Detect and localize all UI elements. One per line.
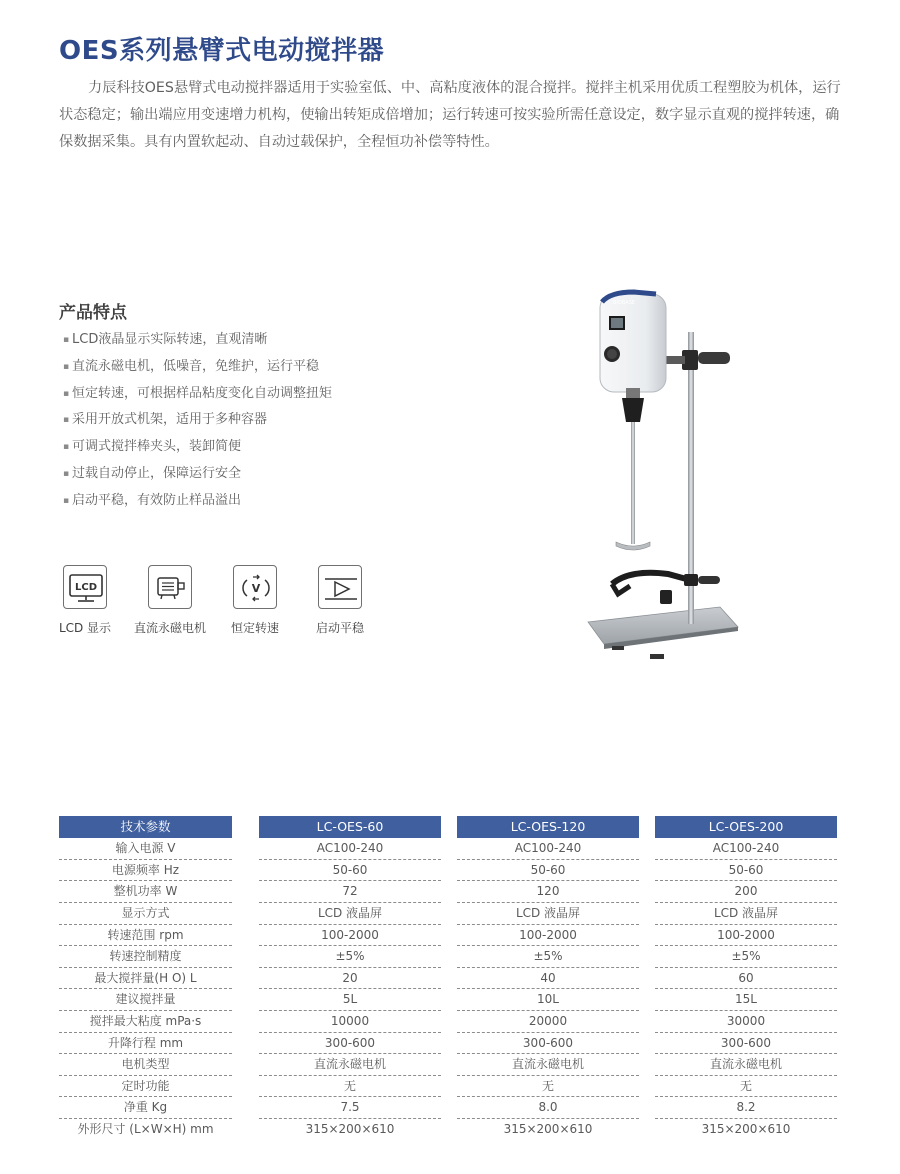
feature-item: ▪ 恒定转速，可根据样品粘度变化自动调整扭矩	[63, 381, 332, 408]
features-list	[63, 327, 332, 515]
spec-value: LCD 液晶屏	[655, 903, 837, 925]
spec-value: ±5%	[259, 946, 441, 968]
bullet-icon: ▪	[63, 361, 70, 372]
spec-value: 40	[457, 968, 639, 990]
page-title: OES系列悬臂式电动搅拌器	[59, 36, 385, 66]
spec-value: 无	[655, 1076, 837, 1098]
spec-value: 10000	[259, 1011, 441, 1033]
spec-value: 120	[457, 881, 639, 903]
spec-label: 电源频率 Hz	[59, 860, 232, 882]
spec-value: 8.0	[457, 1097, 639, 1119]
spec-value: 100-2000	[259, 925, 441, 947]
feature-item: ▪ 过载自动停止，保障运行安全	[63, 461, 332, 488]
spec-header-model: LC-OES-60	[259, 816, 441, 838]
spec-value: ±5%	[457, 946, 639, 968]
icon-label-lcd: LCD 显示	[58, 621, 112, 635]
table-row	[59, 838, 839, 860]
table-row	[59, 925, 839, 947]
spec-value: 无	[457, 1076, 639, 1098]
spec-value: 100-2000	[655, 925, 837, 947]
spec-value: 7.5	[259, 1097, 441, 1119]
spec-value: AC100-240	[457, 838, 639, 860]
spec-header-model: LC-OES-200	[655, 816, 837, 838]
svg-text:BIOBASE: BIOBASE	[613, 300, 636, 306]
table-row	[59, 1054, 839, 1076]
spec-label: 净重 Kg	[59, 1097, 232, 1119]
spec-value: 60	[655, 968, 837, 990]
table-row	[59, 881, 839, 903]
spec-value: 15L	[655, 989, 837, 1011]
spec-label: 升降行程 mm	[59, 1033, 232, 1055]
spec-label: 外形尺寸 (L×W×H) mm	[77, 1122, 214, 1136]
bullet-icon: ▪	[63, 442, 70, 453]
spec-value: 50-60	[457, 860, 639, 882]
spec-label: 转速范围 rpm	[59, 925, 232, 947]
bullet-icon: ▪	[63, 335, 70, 345]
features-title: 产品特点	[59, 303, 127, 323]
spec-label: 输入电源 V	[59, 838, 232, 860]
spec-label: 定时功能	[59, 1076, 232, 1098]
spec-value: 直流永磁电机	[457, 1054, 639, 1076]
spec-label: 建议搅拌量	[59, 989, 232, 1011]
spec-value: 315×200×610	[305, 1122, 395, 1136]
spec-value: 300-600	[457, 1033, 639, 1055]
table-row	[59, 903, 839, 925]
spec-value: 5L	[259, 989, 441, 1011]
svg-text:LCD: LCD	[74, 582, 98, 593]
table-row	[59, 1097, 839, 1119]
table-row	[59, 946, 839, 968]
spec-value: 100-2000	[457, 925, 639, 947]
spec-value: AC100-240	[655, 838, 837, 860]
feature-item: ▪ 启动平稳，有效防止样品溢出	[63, 488, 332, 515]
spec-label: 整机功率 W	[59, 881, 232, 903]
spec-value: LCD 液晶屏	[259, 903, 441, 925]
table-row	[59, 1033, 839, 1055]
motor-icon	[148, 565, 192, 609]
bullet-icon: ▪	[63, 468, 70, 479]
icon-label-speed: 恒定转速	[230, 621, 280, 635]
spec-label: 最大搅拌量(H O) L	[59, 968, 232, 990]
spec-value: 315×200×610	[701, 1122, 791, 1136]
bullet-icon: ▪	[63, 388, 70, 399]
spec-value: 直流永磁电机	[259, 1054, 441, 1076]
spec-value: 315×200×610	[503, 1122, 593, 1136]
table-row	[59, 1076, 839, 1098]
icon-label-motor: 直流永磁电机	[133, 621, 207, 635]
spec-value: LCD 液晶屏	[457, 903, 639, 925]
spec-value: 200	[655, 881, 837, 903]
bullet-icon: ▪	[63, 495, 70, 506]
soft-start-icon	[318, 565, 362, 609]
spec-value: 无	[259, 1076, 441, 1098]
spec-value: 直流永磁电机	[655, 1054, 837, 1076]
spec-value: 50-60	[655, 860, 837, 882]
spec-value: 50-60	[259, 860, 441, 882]
table-row	[59, 1011, 839, 1033]
spec-value: 10L	[457, 989, 639, 1011]
table-row	[59, 1119, 839, 1141]
spec-value: 300-600	[655, 1033, 837, 1055]
feature-item: ▪ 直流永磁电机，低噪音，免维护，运行平稳	[63, 354, 332, 381]
spec-value: 72	[259, 881, 441, 903]
feature-item: ▪ LCD液晶显示实际转速，直观清晰	[63, 327, 332, 354]
icon-label-soft-start: 启动平稳	[315, 621, 365, 635]
feature-item: ▪ 采用开放式机架，适用于多种容器	[63, 407, 332, 434]
spec-value: AC100-240	[259, 838, 441, 860]
spec-value: 20000	[457, 1011, 639, 1033]
table-row	[59, 989, 839, 1011]
constant-speed-icon	[233, 565, 277, 609]
spec-label: 转速控制精度	[59, 946, 232, 968]
spec-value: 300-600	[259, 1033, 441, 1055]
spec-label: 显示方式	[59, 903, 232, 925]
intro-paragraph: 力辰科技OES悬臂式电动搅拌器适用于实验室低、中、高粘度液体的混合搅拌。搅拌主机采用优质工程塑胶为机体，运行状态稳定；输出端应用变速增力机构，使输出转矩成倍增加；运行转速可按实验所需任意设定，数字显示直观的搅拌转速，确保数据采集。具有内置软起动、自动过载保护，全程恒功补偿等特性。	[59, 80, 841, 150]
feature-item: ▪ 可调式搅拌棒夹头，装卸简便	[63, 434, 332, 461]
svg-text:V: V	[251, 582, 261, 595]
spec-label: 搅拌最大粘度 mPa·s	[59, 1011, 232, 1033]
lcd-monitor-icon	[63, 565, 107, 609]
table-row	[59, 860, 839, 882]
spec-header-label: 技术参数	[59, 816, 232, 838]
bullet-icon: ▪	[63, 415, 70, 426]
product-image	[560, 284, 750, 670]
spec-value: ±5%	[655, 946, 837, 968]
spec-header-model: LC-OES-120	[457, 816, 639, 838]
spec-value: 20	[259, 968, 441, 990]
spec-value: 30000	[655, 1011, 837, 1033]
spec-label: 电机类型	[59, 1054, 232, 1076]
spec-value: 8.2	[655, 1097, 837, 1119]
table-row	[59, 968, 839, 990]
